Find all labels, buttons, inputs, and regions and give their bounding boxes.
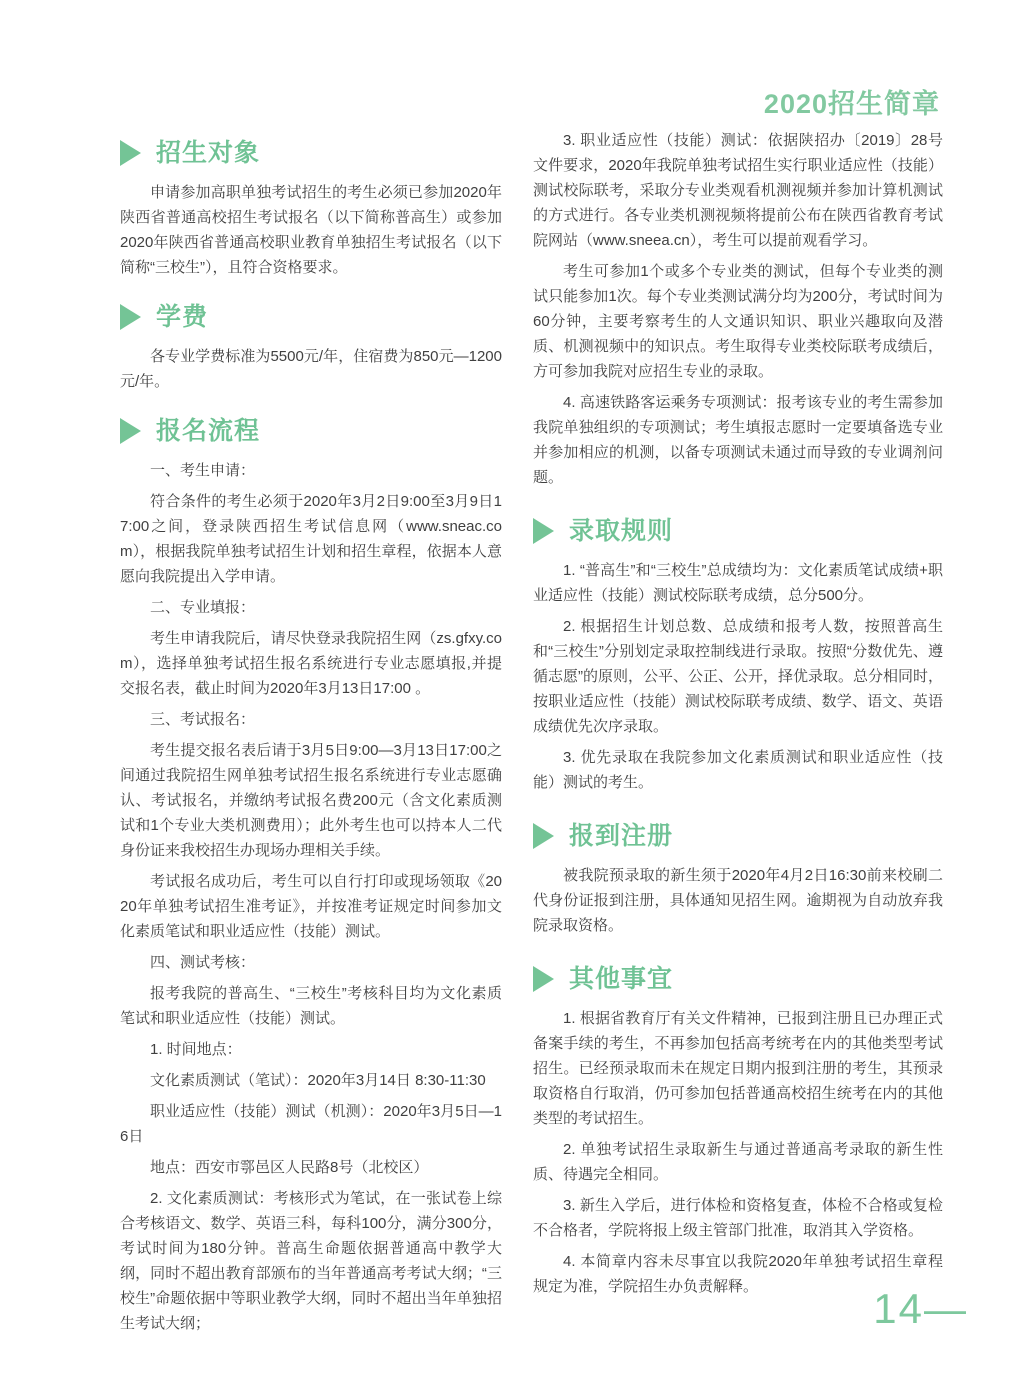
paragraph: 三、考试报名：	[150, 711, 256, 728]
paragraph: 1. “普高生”和“三校生”总成绩均为：文化素质笔试成绩+职业适应性（技能）测试校际联考成绩，总分500分。	[533, 562, 943, 604]
paragraph: 考生申请我院后，请尽快登录我院招生网（zs.gfxy.com），选择单独考试招生报名系统进行专业志愿填报,并提交报名表，截止时间为2020年3月13日17:00 。	[120, 630, 502, 697]
paragraph: 符合条件的考生必须于2020年3月2日9:00至3月9日17:00之间，登录陕西招生考试信息网（www.sneac.com），根据我院单独考试招生计划和招生章程，依据本人意愿向我院提出入学申请。	[120, 493, 502, 585]
triangle-arrow-icon	[533, 966, 554, 992]
section-heading-admission-rules	[533, 516, 943, 546]
paragraph: 二、专业填报：	[150, 599, 256, 616]
page-header-title: 2020招生简章	[763, 89, 940, 119]
paragraph: 考生提交报名表后请于3月5日9:00—3月13日17:00之间通过我院招生网单独考试招生报名系统进行专业志愿确认、考试报名，并缴纳考试报名费200元（含文化素质测试和1个专业大类机测费用）；此外考生也可以持本人二代身份证来我校招生办现场办理相关手续。	[120, 742, 502, 859]
section-title: 录取规则	[569, 517, 674, 545]
section-title: 报名流程	[156, 417, 261, 445]
section-heading-checkin-registration	[533, 821, 943, 851]
paragraph: 一、考生申请：	[150, 462, 256, 479]
section-title: 其他事宜	[569, 965, 674, 993]
paragraph: 3. 新生入学后，进行体检和资格复查，体检不合格或复检不合格者，学院将报上级主管部门批准，取消其入学资格。	[533, 1197, 943, 1239]
paragraph: 职业适应性（技能）测试（机测）：2020年3月5日—16日	[120, 1103, 502, 1145]
paragraph: 被我院预录取的新生须于2020年4月2日16:30前来校刷二代身份证报到注册，具体通知见招生网。逾期视为自动放弃我院录取资格。	[533, 867, 943, 934]
paragraph: 2. 根据招生计划总数、总成绩和报考人数，按照普高生和“三校生”分别划定录取控制线进行录取。按照“分数优先、遵循志愿”的原则，公平、公正、公开，择优录取。总分相同时，按职业适应性（技能）测试校际联考成绩、数学、语文、英语成绩优先次序录取。	[533, 618, 943, 735]
paragraph: 各专业学费标准为5500元/年，住宿费为850元—1200元/年。	[120, 348, 502, 390]
triangle-arrow-icon	[533, 823, 554, 849]
left-column	[120, 138, 502, 1342]
section-heading-tuition	[120, 302, 502, 332]
section-title: 报到注册	[569, 822, 674, 850]
section-heading-registration-process	[120, 416, 502, 446]
section-title: 学费	[156, 303, 209, 331]
right-column	[533, 128, 943, 1305]
section-title: 招生对象	[156, 139, 261, 167]
paragraph: 2. 文化素质测试：考核形式为笔试，在一张试卷上综合考核语文、数学、英语三科，每科100分，满分300分，考试时间为180分钟。普高生命题依据普通高中教学大纲，同时不超出教育部颁布的当年普通高考考试大纲；“三校生”命题依据中等职业教学大纲，同时不超出当年单独招生考试大纲；	[120, 1190, 502, 1332]
paragraph: 考生可参加1个或多个专业类的测试，但每个专业类的测试只能参加1次。每个专业类测试满分均为200分，考试时间为60分钟，主要考察考生的人文通识知识、职业兴趣取向及潜质、机测视频中的知识点。考生取得专业类校际联考成绩后，方可参加我院对应招生专业的录取。	[533, 263, 943, 380]
paragraph: 报考我院的普高生、“三校生”考核科目均为文化素质笔试和职业适应性（技能）测试。	[120, 985, 502, 1027]
paragraph: 2. 单独考试招生录取新生与通过普通高考录取的新生性质、待遇完全相同。	[533, 1141, 943, 1183]
paragraph: 考试报名成功后，考生可以自行打印或现场领取《2020年单独考试招生准考证》，并按准考证规定时间参加文化素质笔试和职业适应性（技能）测试。	[120, 873, 502, 940]
section-heading-other-matters	[533, 964, 943, 994]
section-heading-enrollment-targets	[120, 138, 502, 168]
triangle-arrow-icon	[120, 418, 141, 444]
paragraph: 文化素质测试（笔试）：2020年3月14日 8:30-11:30	[150, 1072, 486, 1089]
page-number: 14—	[873, 1285, 968, 1332]
triangle-arrow-icon	[120, 140, 141, 166]
paragraph: 4. 本简章内容未尽事宜以我院2020年单独考试招生章程规定为准，学院招生办负责解释。	[533, 1253, 943, 1295]
paragraph: 地点：西安市鄠邑区人民路8号（北校区）	[150, 1159, 429, 1176]
paragraph: 申请参加高职单独考试招生的考生必须已参加2020年陕西省普通高校招生考试报名（以下简称普高生）或参加2020年陕西省普通高校职业教育单独招生考试报名（以下简称“三校生”），且符合资格要求。	[120, 184, 502, 276]
paragraph: 3. 优先录取在我院参加文化素质测试和职业适应性（技能）测试的考生。	[533, 749, 943, 791]
paragraph: 四、测试考核：	[150, 954, 256, 971]
paragraph: 3. 职业适应性（技能）测试：依据陕招办〔2019〕28号文件要求，2020年我院单独考试招生实行职业适应性（技能）测试校际联考，采取分专业类观看机测视频并参加计算机测试的方式进行。各专业类机测视频将提前公布在陕西省教育考试院网站（www.sneea.cn），考生可以提前观看学习。	[533, 132, 943, 249]
paragraph: 1. 根据省教育厅有关文件精神，已报到注册且已办理正式备案手续的考生，不再参加包括高考统考在内的其他类型考试招生。已经预录取而未在规定日期内报到注册的考生，其预录取资格自行取消，仍可参加包括普通高校招生统考在内的其他类型的考试招生。	[533, 1010, 943, 1127]
triangle-arrow-icon	[120, 304, 141, 330]
paragraph: 4. 高速铁路客运乘务专项测试：报考该专业的考生需参加我院单独组织的专项测试；考生填报志愿时一定要填备选专业并参加相应的机测，以备专项测试未通过而导致的专业调剂问题。	[533, 394, 943, 486]
triangle-arrow-icon	[533, 518, 554, 544]
paragraph: 1. 时间地点：	[150, 1041, 242, 1058]
